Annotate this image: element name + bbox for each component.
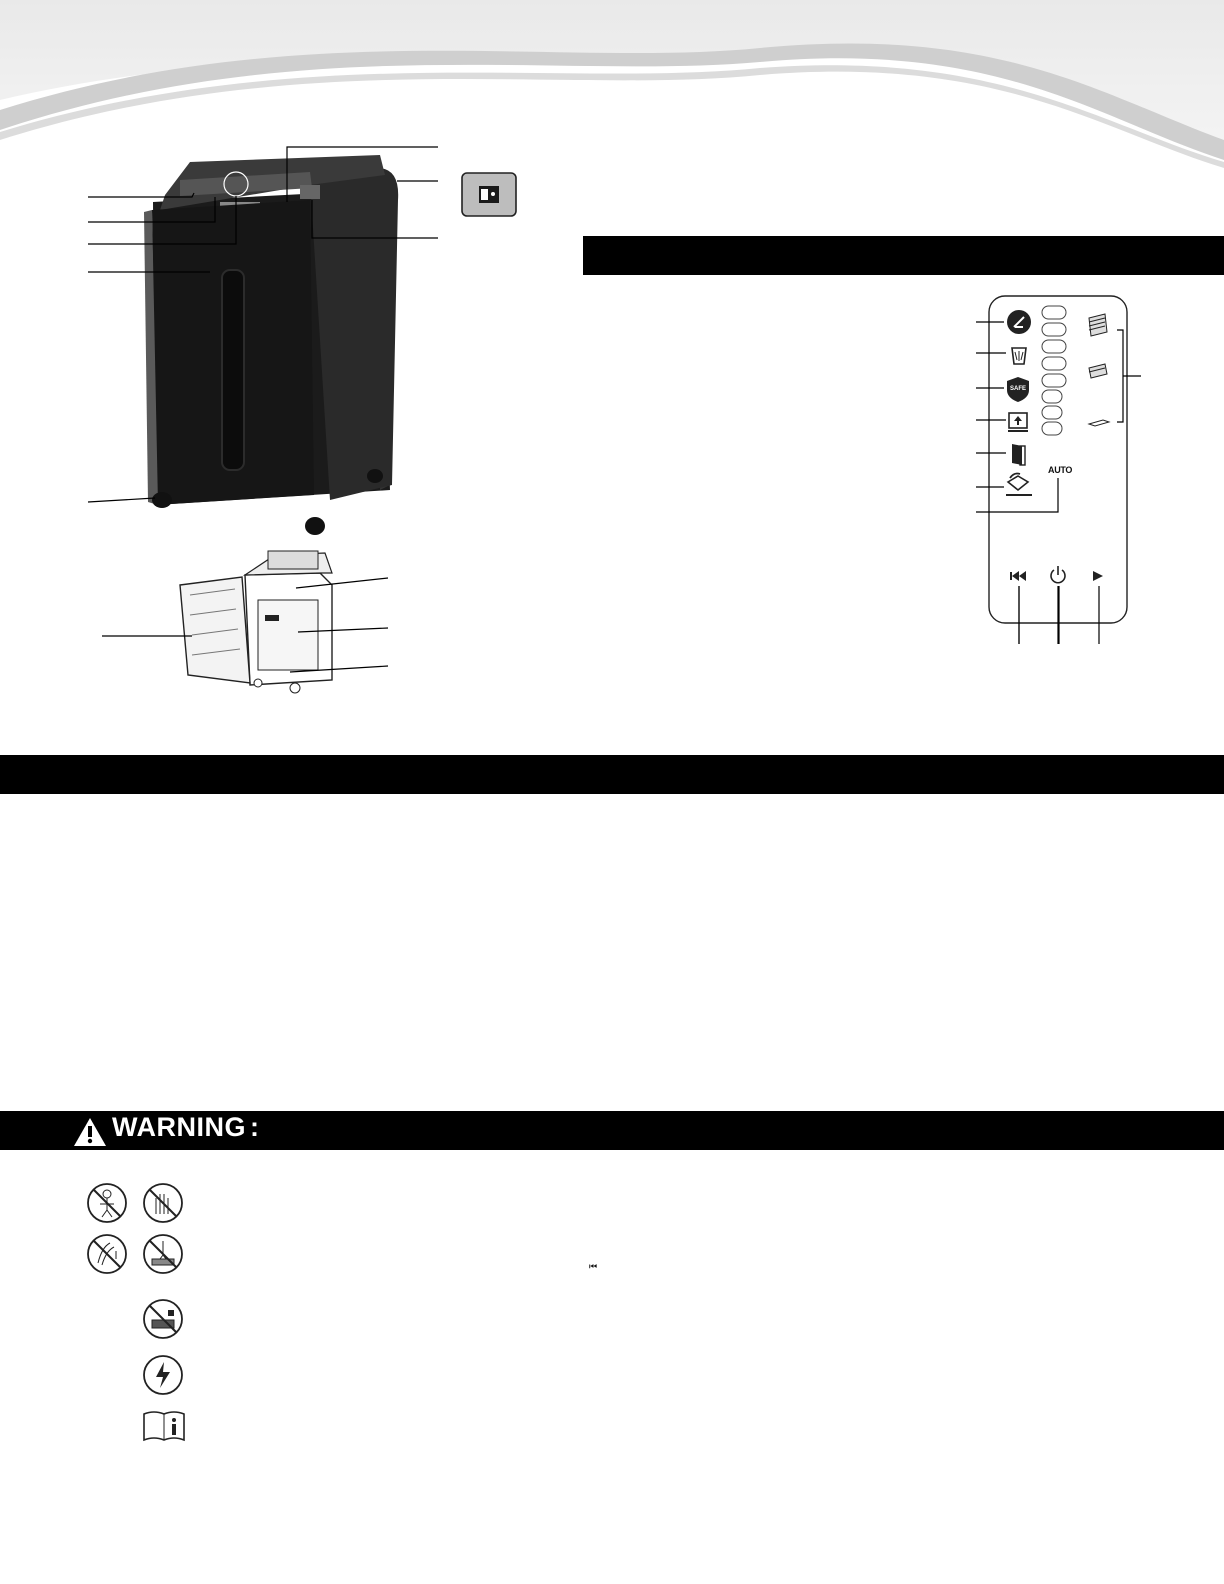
control-panel-header-bar bbox=[583, 236, 1224, 275]
auto-label: AUTO bbox=[1048, 465, 1073, 475]
read-manual-icon bbox=[142, 1410, 186, 1444]
warning-title-text: WARNING bbox=[112, 1112, 246, 1142]
paper-stack-icons bbox=[1085, 310, 1145, 440]
svg-text:SAFE: SAFE bbox=[1009, 386, 1027, 392]
no-aerosols-icon bbox=[142, 1298, 184, 1340]
no-hands-icon bbox=[142, 1182, 184, 1224]
inline-reverse-glyph: ⏮ bbox=[589, 1262, 598, 1272]
power-switch-icon bbox=[461, 172, 517, 217]
warning-title bbox=[112, 1112, 260, 1143]
forward-button[interactable] bbox=[1090, 568, 1106, 584]
section-header-bar bbox=[0, 755, 1224, 794]
no-ties-icon bbox=[142, 1233, 184, 1275]
reverse-button[interactable] bbox=[1008, 568, 1030, 584]
warning-triangle-icon bbox=[72, 1116, 108, 1148]
no-children-pets-icon bbox=[86, 1182, 128, 1224]
open-shredder-callouts bbox=[100, 570, 400, 680]
electrical-shock-icon bbox=[142, 1354, 184, 1396]
single-sheet-icon bbox=[1089, 420, 1109, 426]
button-callout-lines bbox=[1000, 586, 1120, 646]
power-button[interactable] bbox=[1048, 564, 1068, 586]
no-hair-icon bbox=[86, 1233, 128, 1275]
warning-colon: : bbox=[250, 1112, 260, 1142]
half-stack-icon bbox=[1089, 364, 1107, 378]
main-callout-lines bbox=[0, 0, 460, 520]
full-stack-icon bbox=[1089, 314, 1107, 336]
